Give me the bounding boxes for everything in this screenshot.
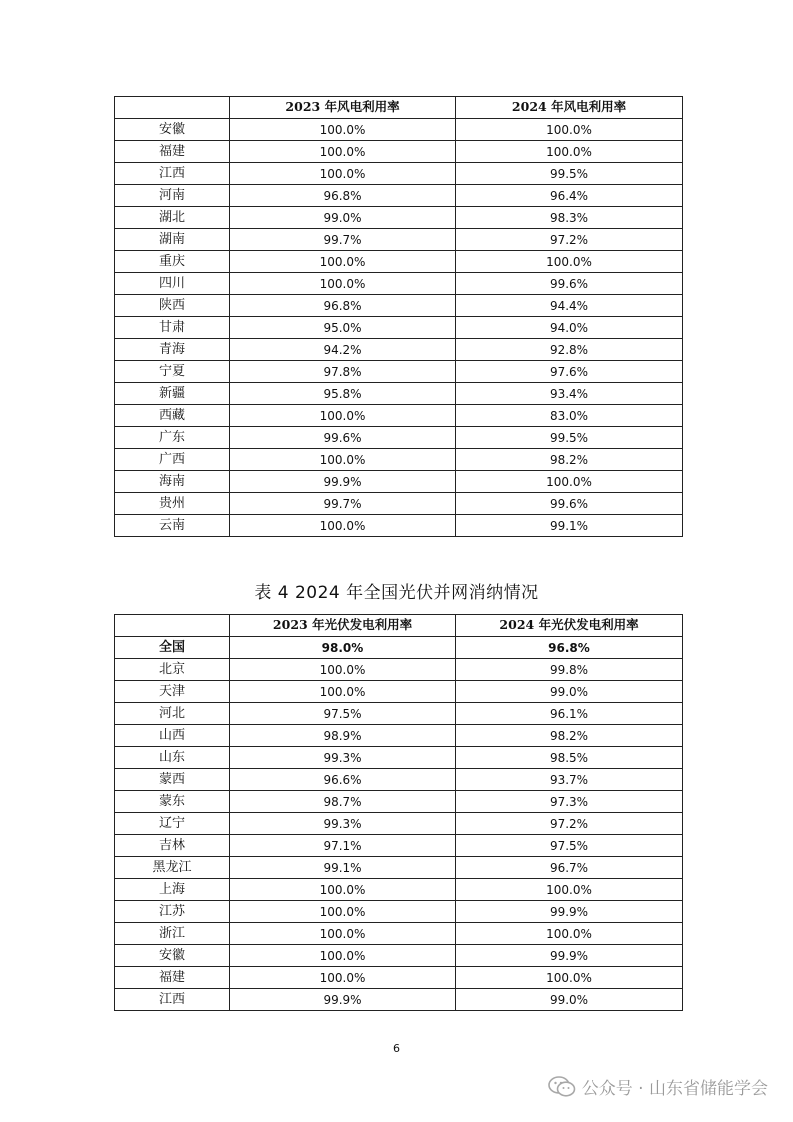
region-cell: 全国 (115, 637, 230, 659)
rate-2023-cell: 95.8% (230, 383, 456, 405)
rate-2024-cell: 94.0% (456, 317, 683, 339)
region-cell: 湖北 (115, 207, 230, 229)
table-row (115, 141, 683, 163)
region-cell: 江西 (115, 163, 230, 185)
rate-2023-cell: 99.1% (230, 857, 456, 879)
wind-utilization-table (114, 96, 683, 537)
rate-2024-cell: 99.0% (456, 989, 683, 1011)
header-cell: 2024 年光伏发电利用率 (456, 615, 683, 637)
rate-2023-cell: 96.8% (230, 295, 456, 317)
table-header-row (115, 97, 683, 119)
region-cell: 河北 (115, 703, 230, 725)
table-row (115, 163, 683, 185)
rate-2023-cell: 100.0% (230, 141, 456, 163)
rate-2023-cell: 100.0% (230, 515, 456, 537)
rate-2023-cell: 100.0% (230, 659, 456, 681)
region-cell: 河南 (115, 185, 230, 207)
rate-2023-cell: 100.0% (230, 449, 456, 471)
region-cell: 山西 (115, 725, 230, 747)
solar-table-body (115, 637, 683, 1011)
table-row (115, 747, 683, 769)
region-cell: 黑龙江 (115, 857, 230, 879)
rate-2023-cell: 99.7% (230, 229, 456, 251)
region-cell: 广西 (115, 449, 230, 471)
table-row (115, 229, 683, 251)
region-cell: 云南 (115, 515, 230, 537)
table-row (115, 989, 683, 1011)
rate-2024-cell: 99.9% (456, 945, 683, 967)
rate-2024-cell: 97.2% (456, 813, 683, 835)
rate-2023-cell: 98.0% (230, 637, 456, 659)
rate-2024-cell: 100.0% (456, 141, 683, 163)
rate-2023-cell: 96.6% (230, 769, 456, 791)
rate-2024-cell: 100.0% (456, 923, 683, 945)
region-cell: 吉林 (115, 835, 230, 857)
table-row (115, 703, 683, 725)
table-row (115, 273, 683, 295)
rate-2023-cell: 100.0% (230, 945, 456, 967)
rate-2024-cell: 83.0% (456, 405, 683, 427)
table-row (115, 857, 683, 879)
table-row (115, 725, 683, 747)
solar-utilization-table (114, 614, 683, 1011)
rate-2023-cell: 99.6% (230, 427, 456, 449)
region-cell: 贵州 (115, 493, 230, 515)
region-cell: 天津 (115, 681, 230, 703)
table-row (115, 769, 683, 791)
rate-2024-cell: 98.2% (456, 725, 683, 747)
rate-2024-cell: 100.0% (456, 251, 683, 273)
region-cell: 广东 (115, 427, 230, 449)
rate-2023-cell: 97.1% (230, 835, 456, 857)
table-row (115, 449, 683, 471)
header-cell: 2023 年光伏发电利用率 (230, 615, 456, 637)
rate-2023-cell: 99.7% (230, 493, 456, 515)
rate-2024-cell: 96.8% (456, 637, 683, 659)
wechat-icon (548, 1076, 576, 1098)
rate-2023-cell: 94.2% (230, 339, 456, 361)
table-row (115, 361, 683, 383)
region-cell: 山东 (115, 747, 230, 769)
table-row (115, 493, 683, 515)
region-cell: 海南 (115, 471, 230, 493)
region-cell: 重庆 (115, 251, 230, 273)
table-row (115, 945, 683, 967)
rate-2023-cell: 100.0% (230, 879, 456, 901)
rate-2024-cell: 100.0% (456, 119, 683, 141)
rate-2024-cell: 92.8% (456, 339, 683, 361)
rate-2023-cell: 97.5% (230, 703, 456, 725)
rate-2024-cell: 98.5% (456, 747, 683, 769)
header-cell (115, 615, 230, 637)
table-row (115, 681, 683, 703)
rate-2024-cell: 98.2% (456, 449, 683, 471)
watermark-text: 公众号 · 山东省储能学会 (581, 1079, 768, 1099)
rate-2023-cell: 99.3% (230, 747, 456, 769)
region-cell: 蒙西 (115, 769, 230, 791)
table-row (115, 383, 683, 405)
table-row (115, 879, 683, 901)
region-cell: 福建 (115, 141, 230, 163)
rate-2024-cell: 93.7% (456, 769, 683, 791)
region-cell: 福建 (115, 967, 230, 989)
region-cell: 蒙东 (115, 791, 230, 813)
rate-2023-cell: 97.8% (230, 361, 456, 383)
region-cell: 辽宁 (115, 813, 230, 835)
rate-2023-cell: 99.3% (230, 813, 456, 835)
rate-2023-cell: 99.9% (230, 471, 456, 493)
rate-2024-cell: 96.4% (456, 185, 683, 207)
rate-2024-cell: 99.0% (456, 681, 683, 703)
region-cell: 安徽 (115, 119, 230, 141)
region-cell: 新疆 (115, 383, 230, 405)
rate-2024-cell: 99.1% (456, 515, 683, 537)
table-row (115, 339, 683, 361)
rate-2024-cell: 97.5% (456, 835, 683, 857)
table-row (115, 405, 683, 427)
region-cell: 西藏 (115, 405, 230, 427)
region-cell: 甘肃 (115, 317, 230, 339)
rate-2023-cell: 98.9% (230, 725, 456, 747)
region-cell: 上海 (115, 879, 230, 901)
table-row (115, 251, 683, 273)
table-row (115, 835, 683, 857)
header-cell: 2023 年风电利用率 (230, 97, 456, 119)
region-cell: 北京 (115, 659, 230, 681)
table-row (115, 901, 683, 923)
table-row (115, 813, 683, 835)
table-row (115, 923, 683, 945)
rate-2024-cell: 99.8% (456, 659, 683, 681)
region-cell: 青海 (115, 339, 230, 361)
table-header-row (115, 615, 683, 637)
rate-2024-cell: 93.4% (456, 383, 683, 405)
rate-2023-cell: 100.0% (230, 119, 456, 141)
header-cell (115, 97, 230, 119)
rate-2024-cell: 96.1% (456, 703, 683, 725)
page-number: 6 (393, 1042, 400, 1055)
rate-2023-cell: 96.8% (230, 185, 456, 207)
region-cell: 江西 (115, 989, 230, 1011)
watermark (548, 1074, 768, 1099)
table-row (115, 471, 683, 493)
table-row (115, 119, 683, 141)
rate-2023-cell: 100.0% (230, 901, 456, 923)
region-cell: 浙江 (115, 923, 230, 945)
rate-2024-cell: 99.9% (456, 901, 683, 923)
table-4-caption: 表 4 2024 年全国光伏并网消纳情况 (254, 583, 539, 603)
rate-2023-cell: 100.0% (230, 967, 456, 989)
wind-table-body (115, 119, 683, 537)
region-cell: 四川 (115, 273, 230, 295)
rate-2024-cell: 97.3% (456, 791, 683, 813)
rate-2023-cell: 100.0% (230, 273, 456, 295)
rate-2023-cell: 95.0% (230, 317, 456, 339)
rate-2023-cell: 100.0% (230, 405, 456, 427)
rate-2024-cell: 99.5% (456, 427, 683, 449)
region-cell: 湖南 (115, 229, 230, 251)
table-row (115, 317, 683, 339)
rate-2024-cell: 100.0% (456, 879, 683, 901)
rate-2023-cell: 100.0% (230, 681, 456, 703)
rate-2024-cell: 99.6% (456, 273, 683, 295)
rate-2024-cell: 97.6% (456, 361, 683, 383)
table-row (115, 967, 683, 989)
rate-2023-cell: 100.0% (230, 251, 456, 273)
region-cell: 陕西 (115, 295, 230, 317)
rate-2024-cell: 99.6% (456, 493, 683, 515)
table-row (115, 427, 683, 449)
table-row (115, 515, 683, 537)
rate-2023-cell: 99.0% (230, 207, 456, 229)
rate-2024-cell: 100.0% (456, 471, 683, 493)
rate-2023-cell: 99.9% (230, 989, 456, 1011)
rate-2024-cell: 94.4% (456, 295, 683, 317)
rate-2024-cell: 97.2% (456, 229, 683, 251)
region-cell: 安徽 (115, 945, 230, 967)
table-row (115, 295, 683, 317)
rate-2023-cell: 100.0% (230, 923, 456, 945)
rate-2024-cell: 98.3% (456, 207, 683, 229)
rate-2024-cell: 96.7% (456, 857, 683, 879)
table-row (115, 659, 683, 681)
rate-2024-cell: 99.5% (456, 163, 683, 185)
region-cell: 江苏 (115, 901, 230, 923)
table-row (115, 791, 683, 813)
rate-2023-cell: 98.7% (230, 791, 456, 813)
table-row (115, 207, 683, 229)
rate-2024-cell: 100.0% (456, 967, 683, 989)
region-cell: 宁夏 (115, 361, 230, 383)
rate-2023-cell: 100.0% (230, 163, 456, 185)
header-cell: 2024 年风电利用率 (456, 97, 683, 119)
table-row (115, 637, 683, 659)
table-row (115, 185, 683, 207)
